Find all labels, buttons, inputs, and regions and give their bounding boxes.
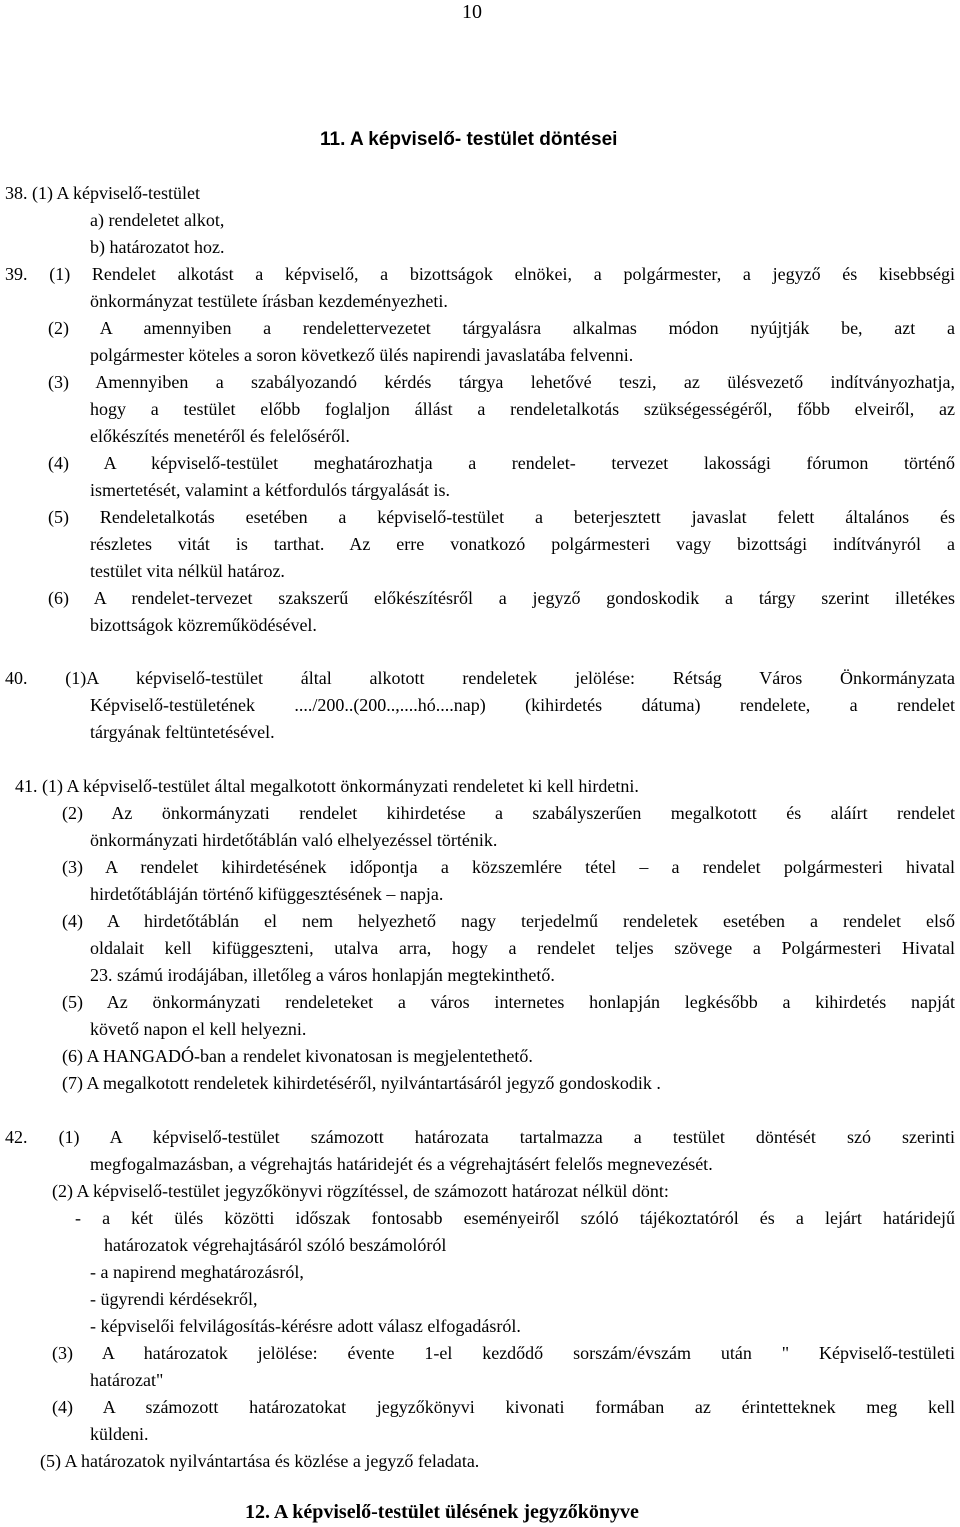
paragraph-39-5-line: (5) Rendeletalkotás esetében a képviselő-testület a beterjesztett javaslat felett általános és <box>48 507 955 527</box>
section-heading-12: 12. A képviselő-testület ülésének jegyzőkönyve <box>245 1501 639 1523</box>
paragraph-42-1-line: 42. (1) A képviselő-testület számozott határozata tartalmazza a testület döntését szó szerinti <box>5 1127 955 1147</box>
paragraph-41-4-line: (4) A hirdetőtáblán el nem helyezhető nagy terjedelmű rendeletek esetében a rendelet első <box>62 911 955 931</box>
bullet-item: - képviselői felvilágosítás-kérésre adott válasz elfogadásról. <box>90 1316 521 1336</box>
section-heading-11: 11. A képviselő- testület döntései <box>320 129 618 150</box>
paragraph-41-3-line: (3) A rendelet kihirdetésének időpontja a közszemlére tétel – a rendelet polgármesteri hivatal <box>62 857 955 877</box>
paragraph-39-5-line: részletes vitát is tarthat. Az erre vonatkozó polgármesteri vagy bizottsági indítványról a <box>90 534 955 554</box>
paragraph-41-1-line: 41. (1) A képviselő-testület által megalkotott önkormányzati rendeletet ki kell hirdetni. <box>15 776 639 796</box>
paragraph-40-line: tárgyának feltüntetésével. <box>90 722 275 742</box>
paragraph-41-4-line: 23. számú irodájában, illetőleg a város honlapján megtekinthető. <box>90 965 555 985</box>
paragraph-42-3-line: (3) A határozatok jelölése: évente 1-el kezdődő sorszám/évszám után " Képviselő-testületi <box>52 1343 955 1363</box>
paragraph-42-3-line: határozat" <box>90 1370 164 1390</box>
paragraph-38-line: 38. (1) A képviselő-testület <box>5 183 200 203</box>
paragraph-41-4-line: oldalait kell kifüggeszteni, utalva arra, hogy a rendelet teljes szövege a Polgármesteri Hivatal <box>90 938 955 958</box>
paragraph-42-4-line: küldeni. <box>90 1424 149 1444</box>
bullet-item: - a napirend meghatározásról, <box>90 1262 304 1282</box>
paragraph-41-5-line: (5) Az önkormányzati rendeleteket a város internetes honlapján legkésőbb a kihirdetés napját <box>62 992 955 1012</box>
paragraph-39-4-line: (4) A képviselő-testület meghatározhatja a rendelet- tervezet lakossági fórumon történő <box>48 453 955 473</box>
page-number: 10 <box>462 1 482 23</box>
paragraph-41-2-line: (2) Az önkormányzati rendelet kihirdetése a szabályszerűen megalkotott és aláírt rendelet <box>62 803 955 823</box>
paragraph-41-3-line: hirdetőtábláján történő kifüggesztésének – napja. <box>90 884 444 904</box>
paragraph-42-2-line: (2) A képviselő-testület jegyzőkönyvi rögzítéssel, de számozott határozat nélkül dönt: <box>52 1181 669 1201</box>
paragraph-39-3-line: előkészítés menetéről és felelőséről. <box>90 426 350 446</box>
paragraph-39-1-line: önkormányzat testülete írásban kezdeményezheti. <box>90 291 448 311</box>
paragraph-39-6-line: (6) A rendelet-tervezet szakszerű előkészítésről a jegyző gondoskodik a tárgy szerint illetékes <box>48 588 955 608</box>
paragraph-41-6-line: (6) A HANGADÓ-ban a rendelet kivonatosan is megjelentethető. <box>62 1046 533 1066</box>
paragraph-42-4-line: (4) A számozott határozatokat jegyzőkönyvi kivonati formában az érintetteknek meg kell <box>52 1397 955 1417</box>
bullet-item-line: határozatok végrehajtásáról szóló beszámolóról <box>104 1235 447 1255</box>
paragraph-40-line: 40. (1)A képviselő-testület által alkotott rendeletek jelölése: Rétság Város Önkormányzata <box>5 668 955 688</box>
bullet-item-line: - a két ülés közötti időszak fontosabb eseményeiről szóló tájékoztatóról és a lejárt határidejű <box>75 1208 955 1228</box>
paragraph-39-2-line: polgármester köteles a soron következő ülés napirendi javaslatába felvenni. <box>90 345 634 365</box>
paragraph-40-line: Képviselő-testületének ..../200..(200..,....hó....nap) (kihirdetés dátuma) rendelete, a rendelet <box>90 695 955 715</box>
paragraph-39-2-line: (2) A amennyiben a rendelettervezetet tárgyalásra alkalmas módon nyújtják be, azt a <box>48 318 955 338</box>
paragraph-39-3-line: hogy a testület előbb foglaljon állást a rendeletalkotás szükségességéről, főbb elveiről, az <box>90 399 955 419</box>
paragraph-38-line: b) határozatot hoz. <box>90 237 225 257</box>
paragraph-41-2-line: önkormányzati hirdetőtáblán való elhelyezéssel történik. <box>90 830 498 850</box>
bullet-item: - ügyrendi kérdésekről, <box>90 1289 258 1309</box>
paragraph-39-3-line: (3) Amennyiben a szabályozandó kérdés tárgya lehetővé teszi, az ülésvezető indítványozhatja, <box>48 372 955 392</box>
paragraph-39-1-line: 39. (1) Rendelet alkotást a képviselő, a bizottságok elnökei, a polgármester, a jegyző és kisebbségi <box>5 264 955 284</box>
paragraph-39-5-line: testület vita nélkül határoz. <box>90 561 285 581</box>
paragraph-42-1-line: megfogalmazásban, a végrehajtás határidejét és a végrehajtásért felelős megnevezését. <box>90 1154 713 1174</box>
paragraph-39-4-line: ismertetését, valamint a kétfordulós tárgyalását is. <box>90 480 451 500</box>
paragraph-42-5-line: (5) A határozatok nyilvántartása és közlése a jegyző feladata. <box>40 1451 480 1471</box>
paragraph-39-6-line: bizottságok közreműködésével. <box>90 615 317 635</box>
paragraph-41-5-line: követő napon el kell helyezni. <box>90 1019 307 1039</box>
paragraph-41-7-line: (7) A megalkotott rendeletek kihirdetéséről, nyilvántartásáról jegyző gondoskodik . <box>62 1073 661 1093</box>
paragraph-38-line: a) rendeletet alkot, <box>90 210 225 230</box>
